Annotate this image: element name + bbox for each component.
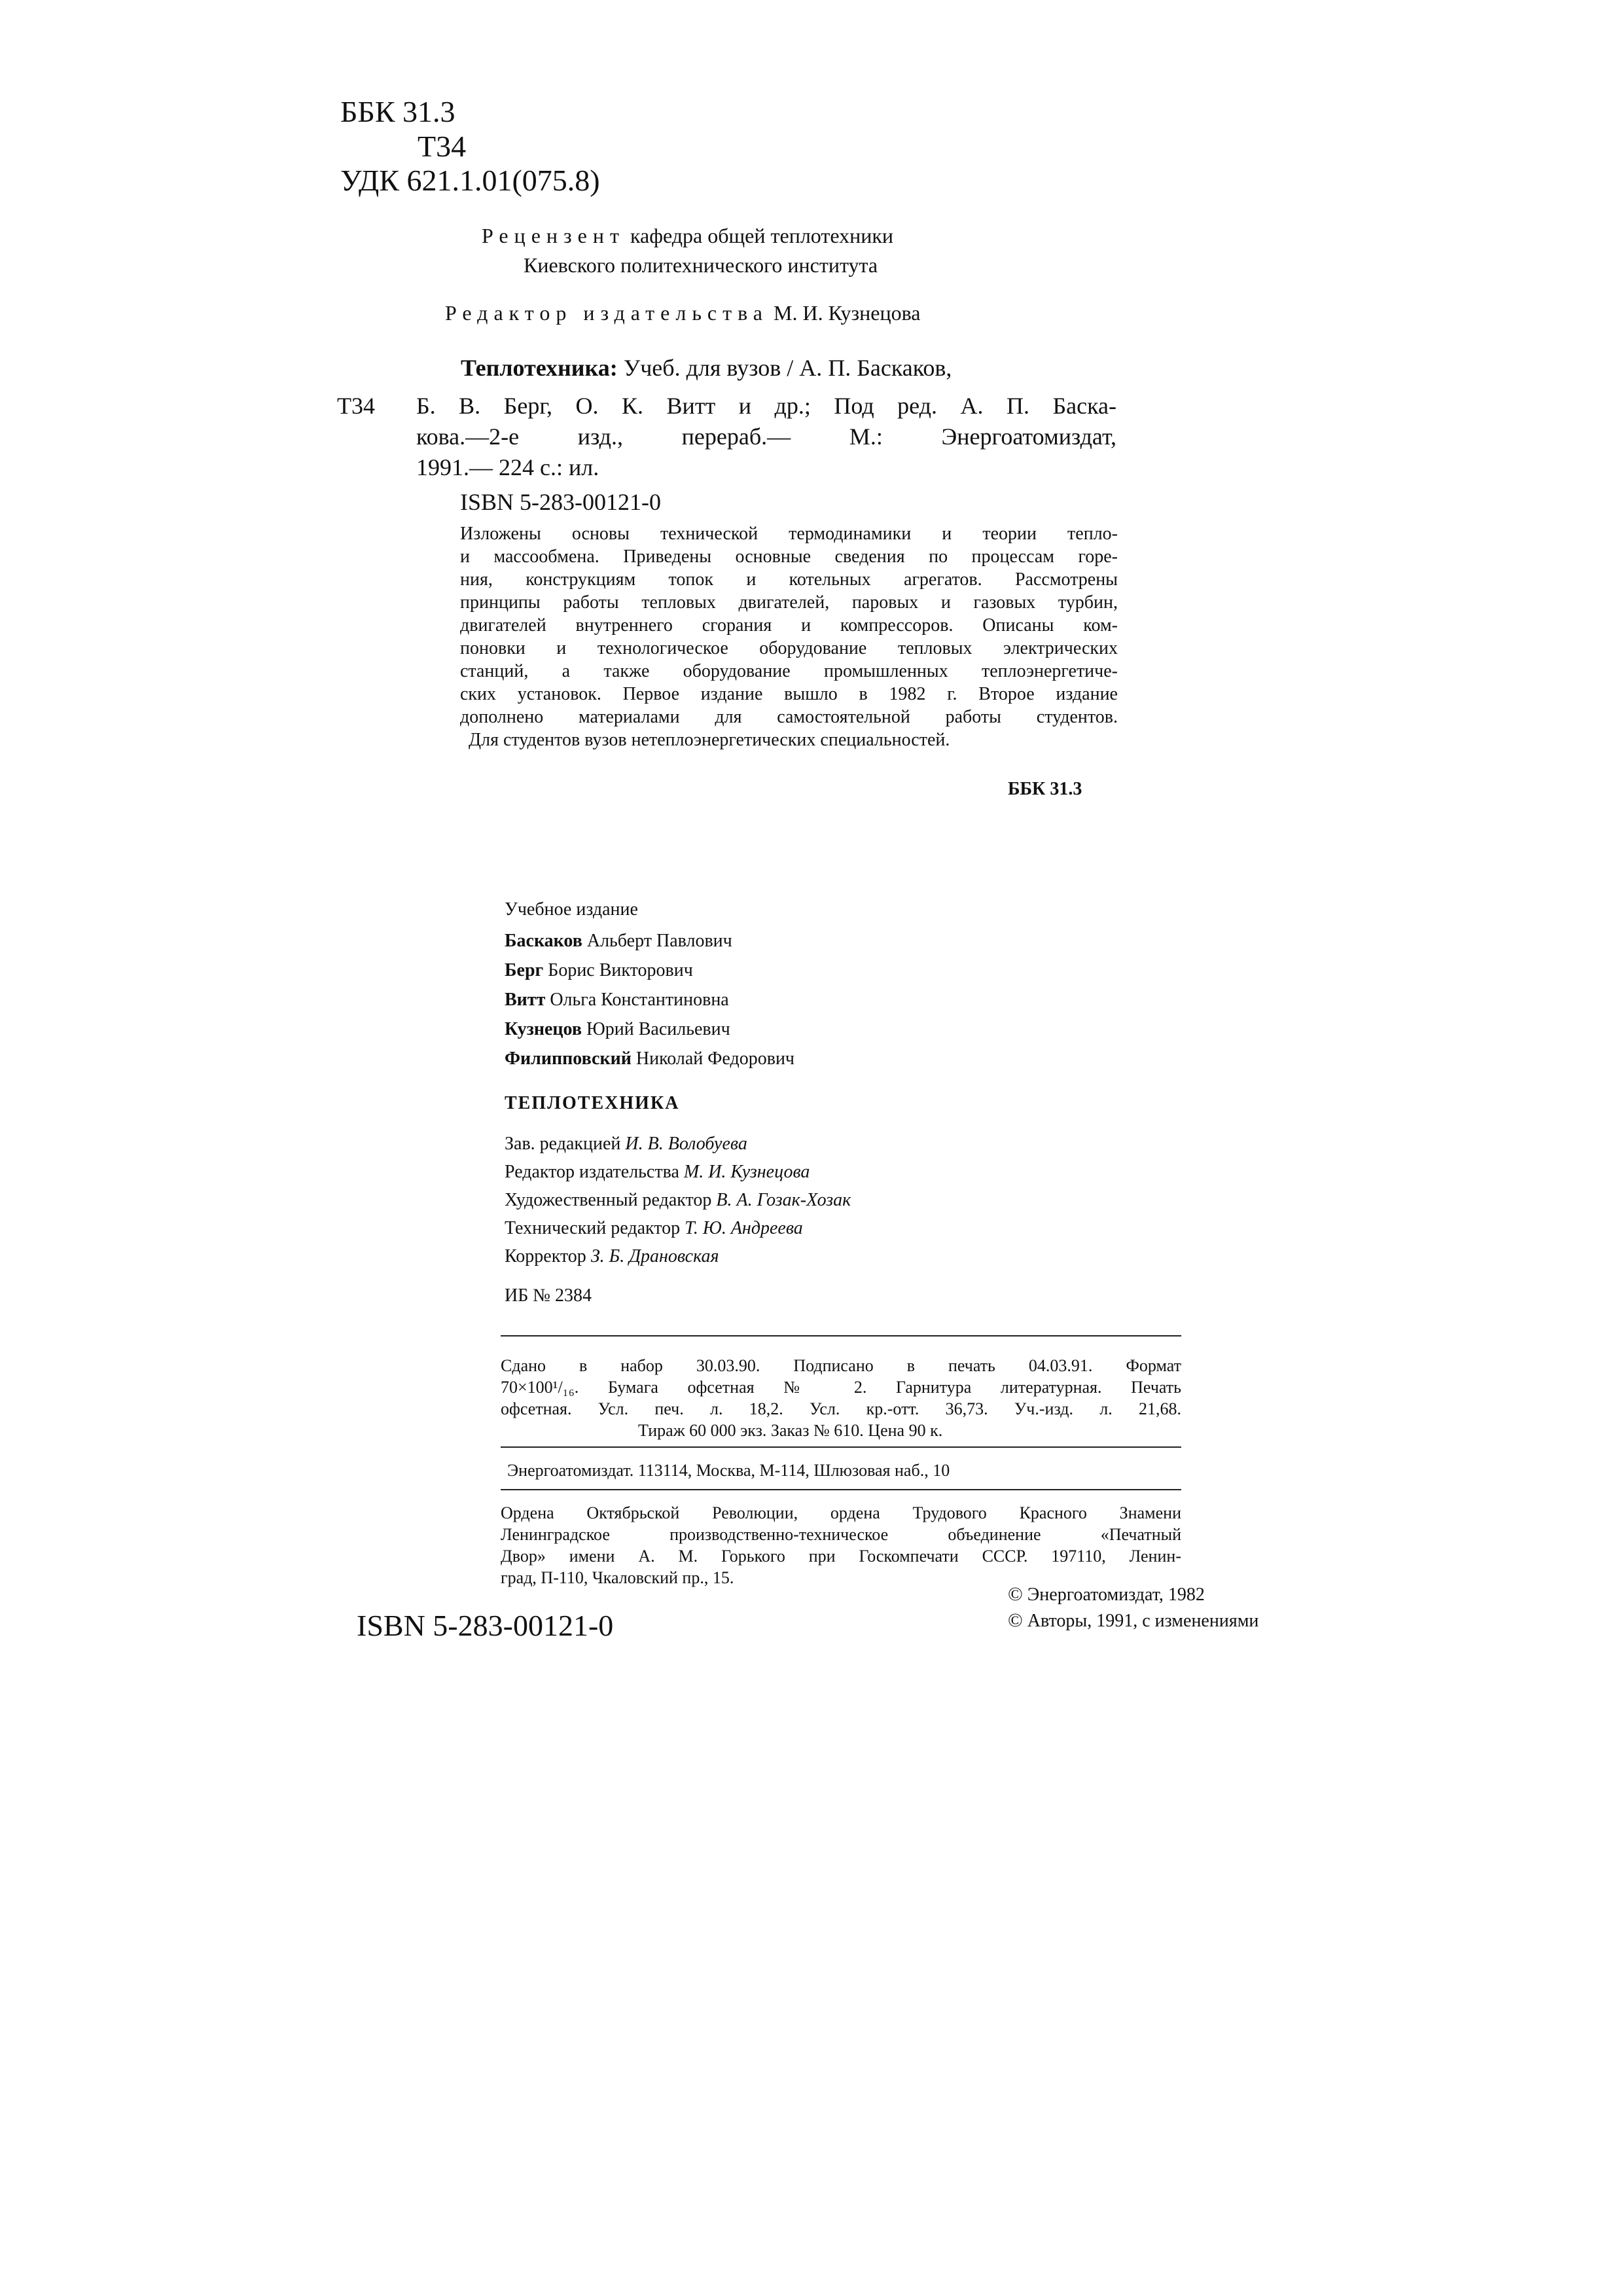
copyright-icon: © [1008,1583,1023,1605]
footer-isbn: ISBN 5-283-00121-0 [357,1609,614,1642]
author-name: Юрий Васильевич [586,1019,730,1039]
abstract-line: двигателей внутреннего сгорания и компрессоров. Описаны ком- [460,615,1118,636]
divider [501,1446,1181,1448]
author-row [505,929,732,952]
staff-row [505,1132,747,1155]
editor-label: Редактор издательства [445,301,768,325]
staff-name: З. Б. Драновская [590,1246,719,1266]
abstract-audience: Для студентов вузов нетеплоэнергетических специальностей. [469,730,950,750]
author-surname: Витт [505,990,546,1010]
bib-line-1 [461,353,952,382]
author-surname: Баскаков [505,931,582,951]
abstract-line: принципы работы тепловых двигателей, паровых и газовых турбин, [460,592,1118,613]
editor-line [445,300,920,326]
author-row [505,988,729,1011]
reviewers-line-2: Киевского политехнического института [524,253,878,277]
copyright-text: Авторы, 1991, с изменениями [1027,1611,1259,1631]
staff-role: Художественный редактор [505,1190,712,1210]
reviewers-label: Рецензент [482,224,625,247]
author-row [505,1018,730,1041]
staff-row [505,1245,719,1268]
author-surname: Филипповский [505,1049,632,1069]
bib-line-4: 1991.— 224 с.: ил. [416,454,599,480]
bib-line-1-text: Учеб. для вузов / А. П. Баскаков, [623,355,952,381]
publisher-address: Энергоатомиздат. 113114, Москва, М-114, Шлюзовая наб., 10 [507,1461,950,1480]
bib-mark: Т34 [337,393,375,419]
staff-name: Т. Ю. Андреева [685,1218,803,1238]
copyright-row [1008,1609,1258,1632]
author-name: Борис Викторович [548,960,693,980]
staff-row [505,1189,851,1211]
printer-line: Ленинградское производственно-техническое объединение «Печатный [501,1525,1181,1544]
staff-row [505,1217,803,1240]
abstract-line: поновки и технологическое оборудование тепловых электрических [460,638,1118,658]
bib-isbn: ISBN 5-283-00121-0 [460,489,661,515]
copyright-row [1008,1583,1205,1606]
author-name: Ольга Константиновна [550,990,729,1010]
abstract-line: ния, конструкциям топок и котельных агрегатов. Рассмотрены [460,569,1118,590]
staff-role: Редактор издательства [505,1162,679,1182]
divider [501,1335,1181,1336]
udk-code: УДК 621.1.01(075.8) [340,164,600,197]
abstract-line: дополнено материалами для самостоятельной работы студентов. [460,707,1118,727]
staff-row [505,1160,810,1183]
print-info-line: офсетная. Усл. печ. л. 18,2. Усл. кр.-отт. 36,73. Уч.-изд. л. 21,68. [501,1399,1181,1418]
reviewers-org: кафедра общей теплотехники [630,224,894,247]
staff-role: Технический редактор [505,1218,681,1238]
author-surname: Берг [505,960,544,980]
bbk-code: ББК 31.3 [340,95,455,128]
author-row [505,1047,794,1070]
abstract-line: Изложены основы технической термодинамики и теории тепло- [460,524,1118,544]
editor-name: М. И. Кузнецова [774,301,921,325]
print-info-line: 70×100¹/₁₆. Бумага офсетная № 2. Гарнитура литературная. Печать [501,1378,1181,1397]
bib-line-2: Б. В. Берг, О. К. Витт и др.; Под ред. А. П. Баска- [416,393,1116,419]
author-name: Николай Федорович [635,1049,795,1069]
ib-number: ИБ № 2384 [505,1285,592,1306]
print-info-line: Сдано в набор 30.03.90. Подписано в печать 04.03.91. Формат [501,1356,1181,1375]
printer-line: Двор» имени А. М. Горького при Госкомпечати СССР. 197110, Ленин- [501,1547,1181,1566]
printer-line: Ордена Октябрьской Революции, ордена Трудового Красного Знамени [501,1503,1181,1522]
bib-line-3: кова.—2-е изд., перераб.— М.: Энергоатомиздат, [416,423,1116,450]
staff-name: М. И. Кузнецова [683,1162,810,1182]
printer-last-line: град, П-110, Чкаловский пр., 15. [501,1568,734,1587]
author-name: Альберт Павлович [586,931,732,951]
abstract-line: ских установок. Первое издание вышло в 1982 г. Второе издание [460,684,1118,704]
author-surname: Кузнецов [505,1019,582,1039]
copyright-icon: © [1008,1609,1023,1631]
book-title: ТЕПЛОТЕХНИКА [505,1093,680,1113]
staff-name: И. В. Волобуева [625,1134,747,1154]
author-row [505,959,693,982]
staff-role: Корректор [505,1246,586,1266]
bbk-right: ББК 31.3 [1008,779,1082,799]
abstract-line: станций, а также оборудование промышленных теплоэнергетиче- [460,661,1118,681]
bib-title: Теплотехника: [461,355,618,381]
copyright-text: Энергоатомиздат, 1982 [1027,1585,1205,1605]
abstract-line: и массообмена. Приведены основные сведения по процессам горе- [460,547,1118,567]
print-info-last-line: Тираж 60 000 экз. Заказ № 610. Цена 90 к. [638,1421,943,1440]
author-mark: Т34 [418,130,467,163]
staff-name: В. А. Гозак-Хозак [716,1190,851,1210]
staff-role: Зав. редакцией [505,1134,621,1154]
reviewers-line-1 [482,223,893,249]
divider [501,1489,1181,1490]
edition-type: Учебное издание [505,899,638,920]
